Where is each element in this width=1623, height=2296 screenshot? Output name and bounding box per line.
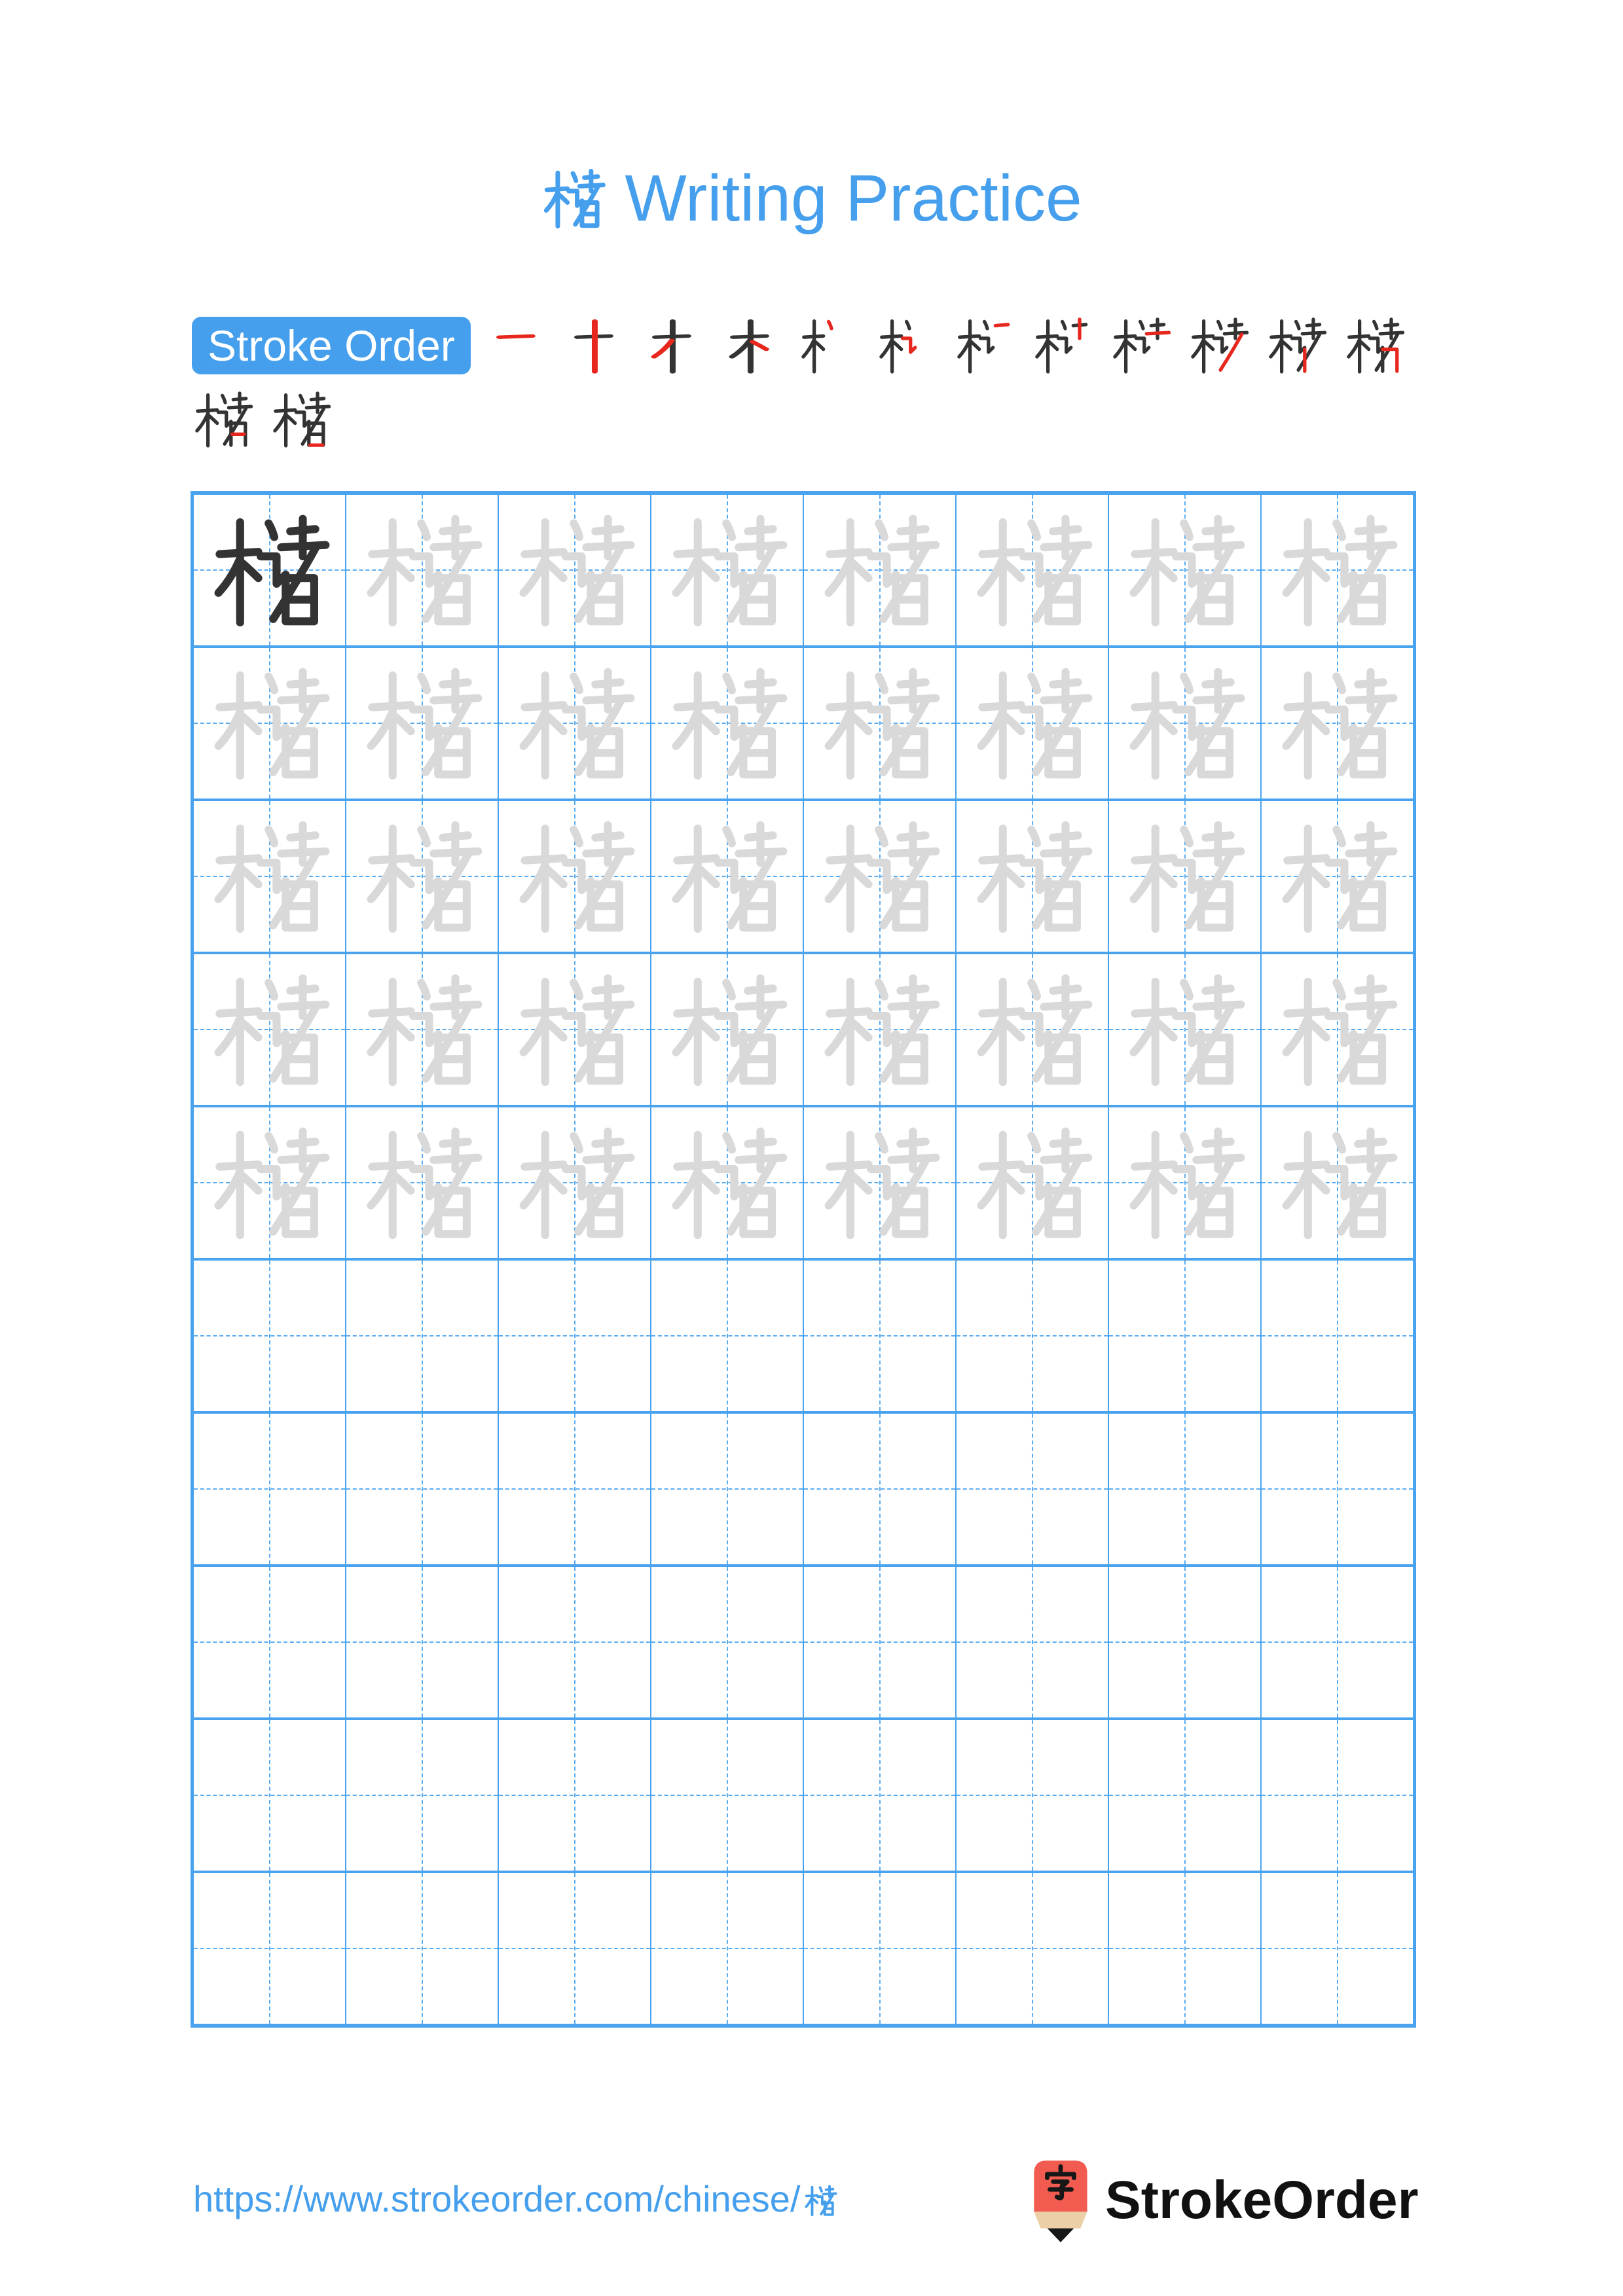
grid-cell-r9c2 xyxy=(346,1719,498,1872)
grid-cell-r9c7 xyxy=(1108,1719,1261,1872)
stroke-order-label: Stroke Order xyxy=(192,317,471,374)
grid-cell-r8c2 xyxy=(346,1566,498,1719)
trace-character xyxy=(971,1121,1094,1244)
stroke-step-7 xyxy=(954,314,1016,376)
grid-cell-r1c6 xyxy=(956,493,1108,647)
brand-name: StrokeOrder xyxy=(1105,2170,1419,2230)
trace-character xyxy=(208,1121,331,1244)
pencil-character-logo-icon xyxy=(1030,2157,1091,2244)
trace-character xyxy=(818,662,941,785)
grid-cell-r10c8 xyxy=(1261,1872,1413,2025)
grid-cell-r7c8 xyxy=(1261,1412,1413,1566)
stroke-step-4 xyxy=(720,314,782,376)
grid-cell-r5c1 xyxy=(193,1106,346,1259)
stroke-step-8 xyxy=(1032,314,1094,376)
grid-cell-r1c4 xyxy=(651,493,803,647)
trace-character xyxy=(1123,815,1247,938)
grid-cell-r4c4 xyxy=(651,953,803,1106)
grid-cell-r7c6 xyxy=(956,1412,1108,1566)
grid-cell-r5c8 xyxy=(1261,1106,1413,1259)
grid-cell-r4c1 xyxy=(193,953,346,1106)
grid-cell-r5c3 xyxy=(498,1106,651,1259)
grid-cell-r3c5 xyxy=(803,800,956,953)
trace-character xyxy=(513,1121,636,1244)
grid-cell-r1c1 xyxy=(193,493,346,647)
grid-cell-r8c7 xyxy=(1108,1566,1261,1719)
trace-character xyxy=(1276,968,1399,1091)
stroke-step-14 xyxy=(270,388,332,450)
title-text: Writing Practice xyxy=(625,162,1082,235)
grid-cell-r10c7 xyxy=(1108,1872,1261,2025)
grid-cell-r2c6 xyxy=(956,647,1108,800)
grid-cell-r8c8 xyxy=(1261,1566,1413,1719)
grid-cell-r10c6 xyxy=(956,1872,1108,2025)
grid-cell-r8c1 xyxy=(193,1566,346,1719)
trace-character xyxy=(1123,662,1247,785)
grid-cell-r7c5 xyxy=(803,1412,956,1566)
trace-character xyxy=(1123,1121,1247,1244)
url-text: https://www.strokeorder.com/chinese/ xyxy=(193,2178,801,2219)
grid-cell-r9c1 xyxy=(193,1719,346,1872)
grid-cell-r7c4 xyxy=(651,1412,803,1566)
grid-cell-r9c3 xyxy=(498,1719,651,1872)
grid-cell-r6c2 xyxy=(346,1259,498,1412)
trace-character xyxy=(666,1121,789,1244)
trace-character xyxy=(818,509,941,632)
grid-cell-r4c8 xyxy=(1261,953,1413,1106)
stroke-step-6 xyxy=(876,314,938,376)
grid-cell-r4c5 xyxy=(803,953,956,1106)
grid-cell-r6c8 xyxy=(1261,1259,1413,1412)
grid-cell-r5c4 xyxy=(651,1106,803,1259)
grid-cell-r2c2 xyxy=(346,647,498,800)
trace-character xyxy=(361,509,484,632)
grid-cell-r3c7 xyxy=(1108,800,1261,953)
grid-cell-r3c2 xyxy=(346,800,498,953)
grid-cell-r4c7 xyxy=(1108,953,1261,1106)
grid-cell-r3c4 xyxy=(651,800,803,953)
grid-cell-r10c1 xyxy=(193,1872,346,2025)
grid-cell-r1c2 xyxy=(346,493,498,647)
trace-character xyxy=(208,968,331,1091)
stroke-step-5 xyxy=(798,314,860,376)
grid-cell-r2c3 xyxy=(498,647,651,800)
grid-cell-r8c6 xyxy=(956,1566,1108,1719)
grid-cell-r2c8 xyxy=(1261,647,1413,800)
trace-character xyxy=(361,662,484,785)
page-title xyxy=(0,159,1623,238)
grid-cell-r4c3 xyxy=(498,953,651,1106)
trace-character xyxy=(666,662,789,785)
grid-cell-r9c5 xyxy=(803,1719,956,1872)
trace-character xyxy=(971,815,1094,938)
stroke-step-1 xyxy=(486,314,549,376)
example-character xyxy=(208,509,331,632)
trace-character xyxy=(818,968,941,1091)
grid-cell-r1c8 xyxy=(1261,493,1413,647)
stroke-step-3 xyxy=(642,314,704,376)
trace-character xyxy=(818,815,941,938)
trace-character xyxy=(361,968,484,1091)
source-url-link[interactable] xyxy=(193,2178,837,2219)
stroke-step-10 xyxy=(1188,314,1250,376)
grid-cell-r1c5 xyxy=(803,493,956,647)
grid-cell-r5c7 xyxy=(1108,1106,1261,1259)
grid-cell-r2c7 xyxy=(1108,647,1261,800)
trace-character xyxy=(1123,968,1247,1091)
stroke-order-section xyxy=(192,314,1436,450)
grid-cell-r8c5 xyxy=(803,1566,956,1719)
stroke-step-9 xyxy=(1110,314,1172,376)
grid-cell-r3c1 xyxy=(193,800,346,953)
grid-cell-r8c4 xyxy=(651,1566,803,1719)
grid-cell-r3c6 xyxy=(956,800,1108,953)
trace-character xyxy=(513,509,636,632)
stroke-step-12 xyxy=(1343,314,1406,376)
grid-cell-r6c5 xyxy=(803,1259,956,1412)
grid-cell-r7c7 xyxy=(1108,1412,1261,1566)
grid-cell-r6c3 xyxy=(498,1259,651,1412)
trace-character xyxy=(971,968,1094,1091)
grid-cell-r9c6 xyxy=(956,1719,1108,1872)
grid-cell-r10c5 xyxy=(803,1872,956,2025)
trace-character xyxy=(971,509,1094,632)
trace-character xyxy=(1276,662,1399,785)
trace-character xyxy=(1276,1121,1399,1244)
practice-grid xyxy=(191,491,1416,2028)
trace-character xyxy=(513,815,636,938)
grid-cell-r9c8 xyxy=(1261,1719,1413,1872)
brand-logo xyxy=(1030,2157,1419,2244)
grid-cell-r5c6 xyxy=(956,1106,1108,1259)
trace-character xyxy=(1276,815,1399,938)
grid-cell-r5c5 xyxy=(803,1106,956,1259)
grid-cell-r2c5 xyxy=(803,647,956,800)
grid-cell-r7c1 xyxy=(193,1412,346,1566)
grid-cell-r7c2 xyxy=(346,1412,498,1566)
grid-cell-r2c4 xyxy=(651,647,803,800)
grid-cell-r1c3 xyxy=(498,493,651,647)
title-character xyxy=(541,166,606,231)
grid-cell-r5c2 xyxy=(346,1106,498,1259)
grid-cell-r4c2 xyxy=(346,953,498,1106)
grid-cell-r6c1 xyxy=(193,1259,346,1412)
stroke-step-13 xyxy=(192,388,254,450)
grid-cell-r10c2 xyxy=(346,1872,498,2025)
grid-cell-r6c4 xyxy=(651,1259,803,1412)
grid-cell-r7c3 xyxy=(498,1412,651,1566)
trace-character xyxy=(208,662,331,785)
trace-character xyxy=(666,968,789,1091)
grid-cell-r9c4 xyxy=(651,1719,803,1872)
trace-character xyxy=(361,1121,484,1244)
trace-character xyxy=(971,662,1094,785)
trace-character xyxy=(513,662,636,785)
trace-character xyxy=(208,815,331,938)
grid-cell-r1c7 xyxy=(1108,493,1261,647)
grid-cell-r2c1 xyxy=(193,647,346,800)
grid-cell-r3c3 xyxy=(498,800,651,953)
trace-character xyxy=(818,1121,941,1244)
trace-character xyxy=(1276,509,1399,632)
trace-character xyxy=(361,815,484,938)
trace-character xyxy=(666,815,789,938)
grid-cell-r6c7 xyxy=(1108,1259,1261,1412)
grid-cell-r10c3 xyxy=(498,1872,651,2025)
trace-character xyxy=(1123,509,1247,632)
grid-cell-r4c6 xyxy=(956,953,1108,1106)
trace-character xyxy=(666,509,789,632)
grid-cell-r10c4 xyxy=(651,1872,803,2025)
stroke-step-2 xyxy=(564,314,627,376)
grid-cell-r3c8 xyxy=(1261,800,1413,953)
trace-character xyxy=(513,968,636,1091)
grid-cell-r6c6 xyxy=(956,1259,1108,1412)
url-character xyxy=(803,2183,837,2217)
grid-cell-r8c3 xyxy=(498,1566,651,1719)
stroke-step-11 xyxy=(1266,314,1328,376)
